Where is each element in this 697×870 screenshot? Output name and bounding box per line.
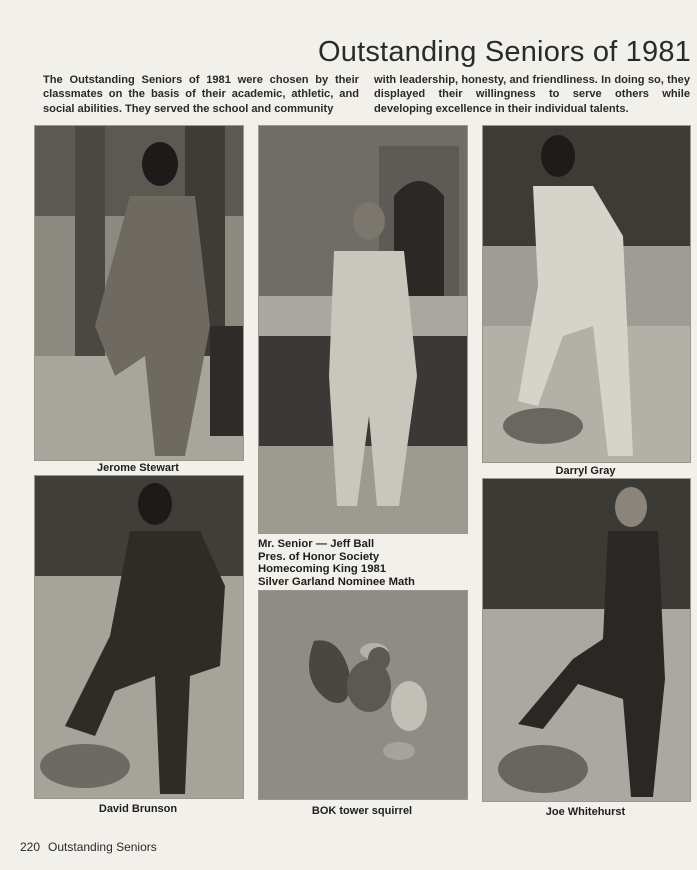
caption-jerome-stewart: Jerome Stewart (97, 462, 179, 474)
caption-mr-senior-line: Mr. Senior — Jeff Ball (258, 538, 375, 550)
page-number: 220 (20, 840, 41, 854)
page-title: Outstanding Seniors of 1981 (318, 36, 691, 68)
page-footer (20, 840, 165, 854)
caption-mr-senior-line: Pres. of Honor Society (258, 550, 380, 563)
photo-joe-whitehurst (482, 478, 691, 802)
caption-mr-senior (258, 538, 415, 588)
intro-paragraph-right: with leadership, honesty, and friendliness. In doing so, they displayed their willingness to serve others while developing excellence in their individual talents. (374, 74, 690, 115)
caption-mr-senior-line: Homecoming King 1981 (258, 563, 387, 576)
caption-david-brunson: David Brunson (98, 803, 178, 815)
photo-darryl-gray (482, 125, 691, 463)
photo-bok-tower-squirrel (258, 590, 468, 800)
caption-joe-whitehurst: Joe Whitehurst (545, 806, 626, 818)
caption-darryl-gray: Darryl Gray (555, 465, 616, 477)
photo-jerome-stewart (34, 125, 244, 461)
caption-bok-tower-squirrel: BOK tower squirrel (311, 805, 413, 817)
section-name: Outstanding Seniors (48, 840, 157, 854)
intro-paragraph-left: The Outstanding Seniors of 1981 were chosen by their classmates on the basis of their academic, athletic, and social abilities. They served the school and community (43, 74, 359, 115)
caption-mr-senior-line: Silver Garland Nominee Math (258, 575, 415, 588)
photo-david-brunson (34, 475, 244, 799)
photo-jeff-ball (258, 125, 468, 534)
